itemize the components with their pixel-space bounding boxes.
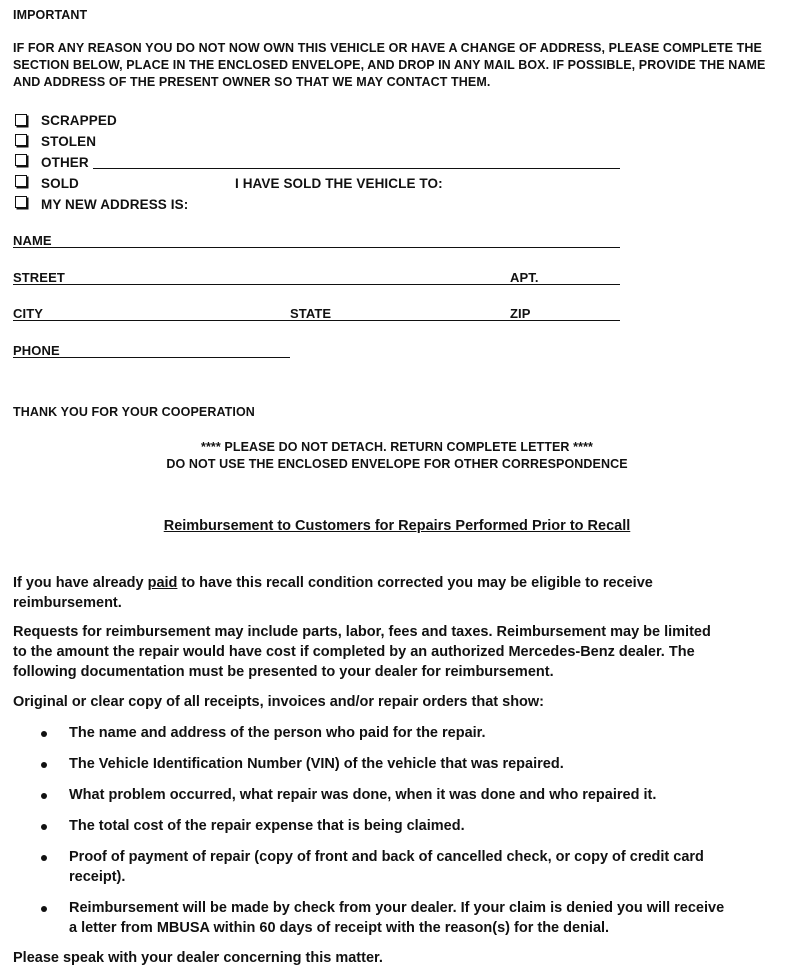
para2-line: following documentation must be presented to your dealer for reimbursement. [13, 664, 554, 680]
para1-line2: reimbursement. [13, 595, 122, 611]
zip-label: ZIP [510, 306, 531, 321]
other-checkbox[interactable] [15, 154, 27, 166]
detach-warning: **** PLEASE DO NOT DETACH. RETURN COMPLETE LETTER **** [200, 440, 593, 454]
scrapped-label: SCRAPPED [41, 113, 117, 128]
phone-input-line[interactable] [13, 357, 290, 358]
thanks-text: THANK YOU FOR YOUR COOPERATION [13, 405, 255, 419]
name-label: NAME [13, 233, 52, 248]
sold-checkbox[interactable] [15, 175, 27, 187]
city-input-line[interactable] [13, 320, 620, 321]
new-address-label: MY NEW ADDRESS IS: [41, 197, 189, 212]
para2-line: Requests for reimbursement may include parts, labor, fees and taxes. Reimbursement may be limited [13, 624, 711, 640]
other-input-line[interactable] [93, 168, 620, 169]
important-heading: IMPORTANT [13, 8, 88, 22]
bullet-text-continued: receipt). [69, 869, 126, 885]
bullet-text: The Vehicle Identification Number (VIN) of the vehicle that was repaired. [69, 756, 564, 772]
bullet-text-continued: a letter from MBUSA within 60 days of receipt with the reason(s) for the denial. [69, 920, 610, 936]
bullet-text: The total cost of the repair expense that is being claimed. [69, 818, 465, 834]
sold-label: SOLD [41, 176, 79, 191]
state-label: STATE [290, 306, 332, 321]
envelope-warning: DO NOT USE THE ENCLOSED ENVELOPE FOR OTHER CORRESPONDENCE [166, 457, 628, 471]
para1-line1 [13, 573, 653, 593]
new-address-checkbox[interactable] [15, 196, 27, 208]
bullet-dot [41, 731, 47, 737]
para3-text: Original or clear copy of all receipts, invoices and/or repair orders that show: [13, 694, 545, 710]
street-label: STREET [13, 270, 65, 285]
paid-emphasis: paid [147, 575, 178, 591]
apt-label: APT. [510, 270, 539, 285]
bullet-text: What problem occurred, what repair was done, when it was done and who repaired it. [69, 787, 657, 803]
city-label: CITY [13, 306, 44, 321]
bullet-dot [41, 855, 47, 861]
stolen-checkbox[interactable] [15, 134, 27, 146]
para1-start: If you have already [13, 575, 148, 591]
street-input-line[interactable] [13, 284, 620, 285]
bullet-dot [41, 824, 47, 830]
reimbursement-title [0, 518, 794, 534]
bullet-dot [41, 906, 47, 912]
instruction-line: IF FOR ANY REASON YOU DO NOT NOW OWN THIS VEHICLE OR HAVE A CHANGE OF ADDRESS, PLEASE COMPLETE THE [13, 41, 762, 55]
bullet-text: The name and address of the person who paid for the repair. [69, 725, 486, 741]
instruction-line: SECTION BELOW, PLACE IN THE ENCLOSED ENVELOPE, AND DROP IN ANY MAIL BOX. IF POSSIBLE, PROVIDE THE NAME [13, 58, 766, 72]
bullet-dot [41, 793, 47, 799]
name-input-line[interactable] [13, 247, 620, 248]
bullet-dot [41, 762, 47, 768]
bullet-text: Proof of payment of repair (copy of front and back of cancelled check, or copy of credit card [69, 849, 704, 865]
closing-text: Please speak with your dealer concerning this matter. [13, 950, 383, 966]
instruction-line: AND ADDRESS OF THE PRESENT OWNER SO THAT WE MAY CONTACT THEM. [13, 75, 491, 89]
phone-label: PHONE [13, 343, 60, 358]
sold-to-label: I HAVE SOLD THE VEHICLE TO: [235, 176, 443, 191]
reimbursement-title-text: Reimbursement to Customers for Repairs Performed Prior to Recall [163, 518, 631, 534]
other-label: OTHER [41, 155, 89, 170]
stolen-label: STOLEN [41, 134, 97, 149]
bullet-text: Reimbursement will be made by check from your dealer. If your claim is denied you will receive [69, 900, 725, 916]
para2-line: to the amount the repair would have cost if completed by an authorized Mercedes-Benz dealer. The [13, 644, 695, 660]
scrapped-checkbox[interactable] [15, 114, 27, 126]
para1-rest: to have this recall condition corrected you may be eligible to receive [177, 575, 653, 591]
